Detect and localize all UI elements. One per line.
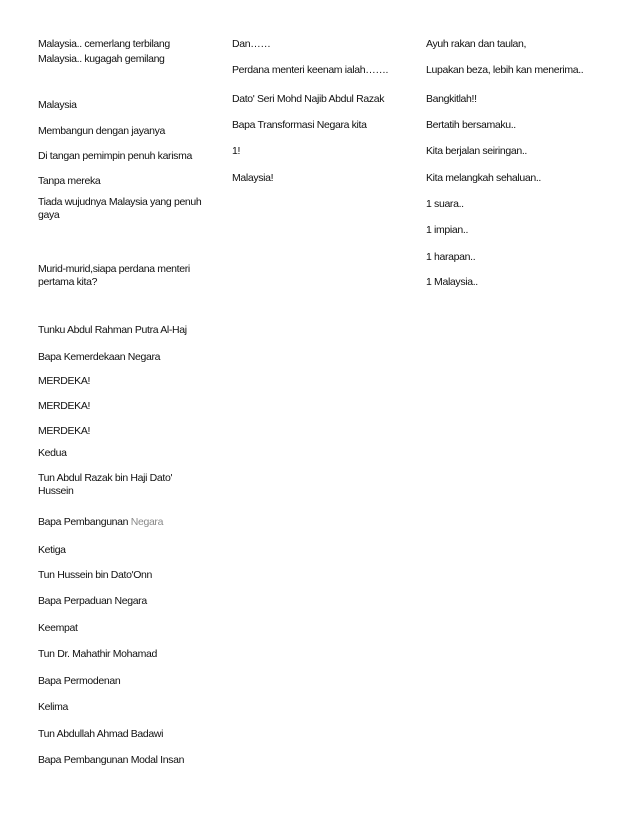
lyric-line: Malaysia xyxy=(38,99,77,111)
lyric-line: Tiada wujudnya Malaysia yang penuh gaya xyxy=(38,196,202,221)
lyric-line: Malaysia.. cemerlang terbilang xyxy=(38,38,170,50)
lyric-line: Tanpa mereka xyxy=(38,175,101,187)
lyric-line: Bapa Perpaduan Negara xyxy=(38,595,147,607)
lyric-text-faded: Negara xyxy=(130,516,164,528)
lyric-line: MERDEKA! xyxy=(38,400,91,412)
lyric-line: Tunku Abdul Rahman Putra Al-Haj xyxy=(38,324,187,336)
lyric-line: Bapa Kemerdekaan Negara xyxy=(38,351,161,363)
lyric-line: Dan…… xyxy=(232,38,271,50)
lyric-line: MERDEKA! xyxy=(38,425,91,437)
lyric-line: Kita melangkah sehaluan.. xyxy=(426,172,541,184)
lyric-line: 1 suara.. xyxy=(426,198,464,210)
lyric-line: 1 Malaysia.. xyxy=(426,276,478,288)
lyric-line: Ayuh rakan dan taulan, xyxy=(426,38,527,50)
lyric-line: 1 impian.. xyxy=(426,224,469,236)
lyric-line: 1! xyxy=(232,145,241,157)
lyric-line: Ketiga xyxy=(38,544,66,556)
lyric-line: Bangkitlah!! xyxy=(426,93,477,105)
lyric-line: Lupakan beza, lebih kan menerima.. xyxy=(426,64,584,76)
lyric-line: Bapa Transformasi Negara kita xyxy=(232,119,367,131)
lyric-line: Bapa Permodenan xyxy=(38,675,121,687)
lyric-line: Perdana menteri keenam ialah……. xyxy=(232,64,389,76)
lyric-line: Bapa Pembangunan Modal Insan xyxy=(38,754,185,766)
lyric-line: Tun Abdul Razak bin Haji Dato' Hussein xyxy=(38,472,173,497)
lyric-line: Tun Hussein bin Dato'Onn xyxy=(38,569,153,581)
lyric-text: Bapa Pembangunan xyxy=(38,516,129,528)
lyric-line: MERDEKA! xyxy=(38,375,91,387)
lyric-line: Tun Dr. Mahathir Mohamad xyxy=(38,648,158,660)
lyric-line: Di tangan pemimpin penuh karisma xyxy=(38,150,192,162)
lyric-line: Tun Abdullah Ahmad Badawi xyxy=(38,728,164,740)
lyric-line: Kedua xyxy=(38,447,67,459)
lyric-line: Malaysia! xyxy=(232,172,274,184)
lyric-line: Malaysia.. kugagah gemilang xyxy=(38,53,165,65)
lyric-line: Kita berjalan seiringan.. xyxy=(426,145,527,157)
lyric-line: Bertatih bersamaku.. xyxy=(426,119,516,131)
lyric-line xyxy=(38,516,163,529)
lyric-line: Keempat xyxy=(38,622,78,634)
lyric-line: Membangun dengan jayanya xyxy=(38,125,166,137)
lyric-line: Murid-murid,siapa perdana menteri pertama kita? xyxy=(38,263,190,288)
lyric-line: 1 harapan.. xyxy=(426,251,476,263)
lyric-line: Kelima xyxy=(38,701,68,713)
lyric-line: Dato' Seri Mohd Najib Abdul Razak xyxy=(232,93,385,105)
